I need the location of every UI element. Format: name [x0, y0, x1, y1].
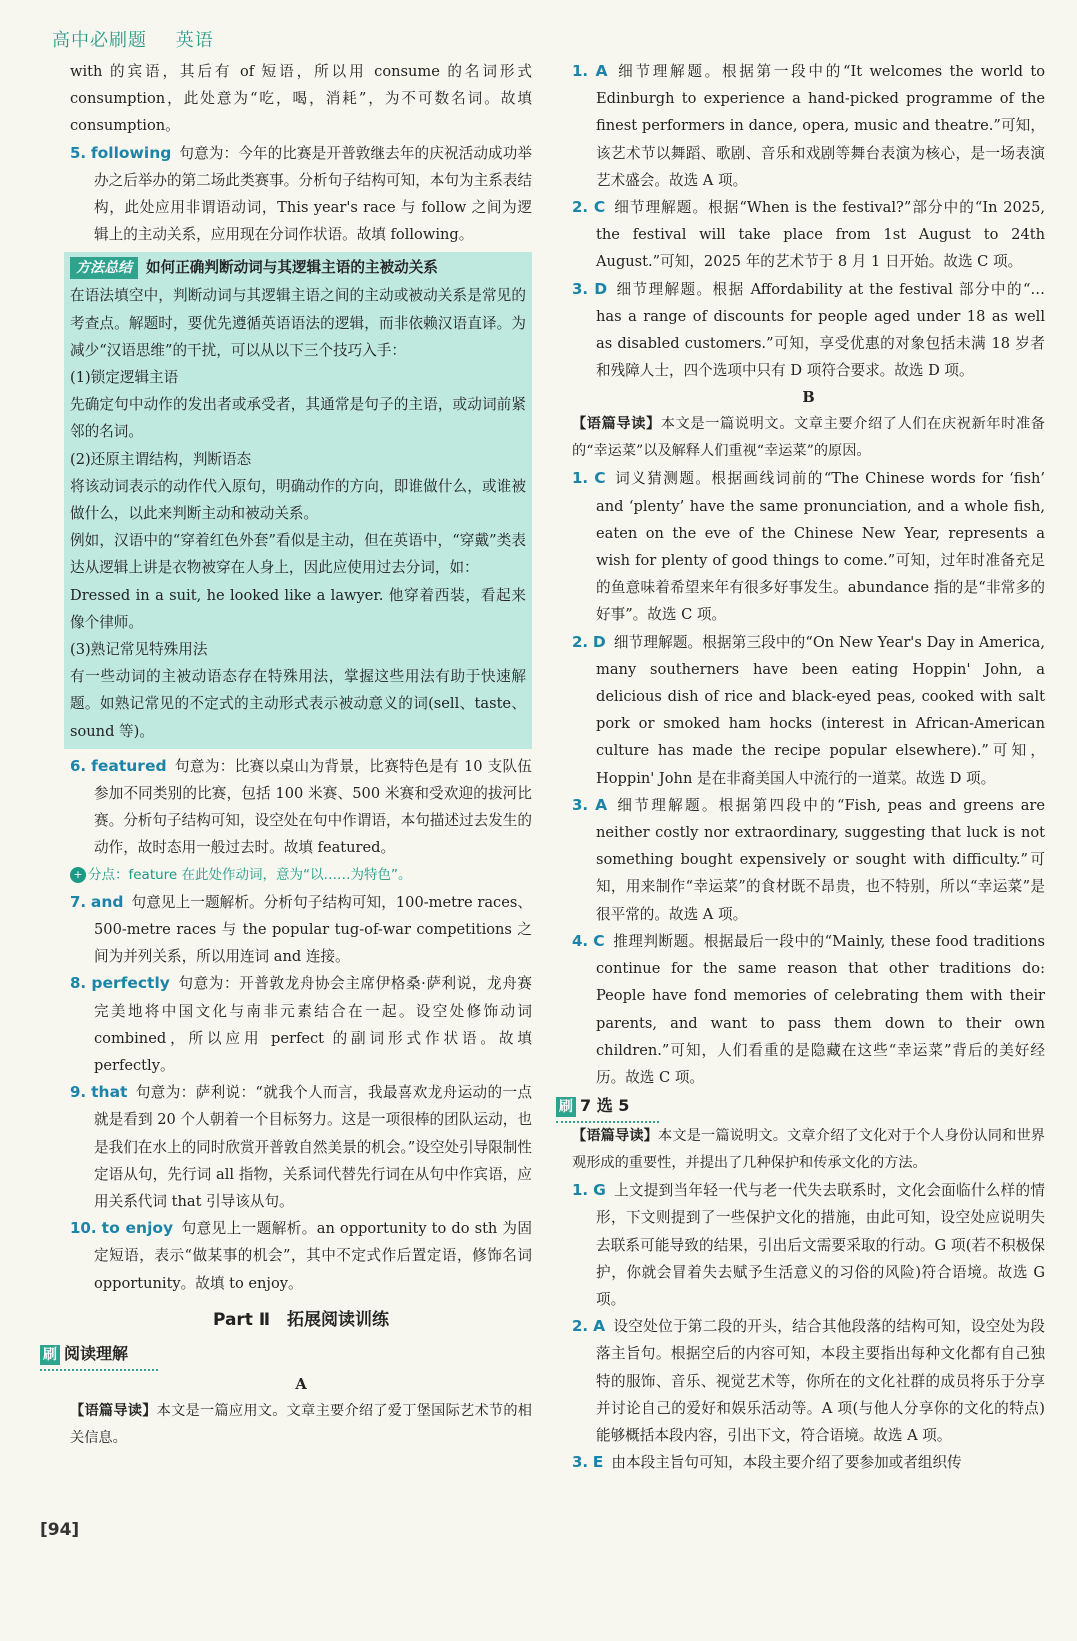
guide-7of5: 【语篇导读】本文是一篇说明文。文章介绍了文化对于个人身份认同和世界观形成的重要性，并提出了几种保护和传承文化的方法。	[572, 1128, 1045, 1172]
answer-b3: 3. A 细节理解题。根据第四段中的“Fish, peas and greens are neither costly nor extraordinary, suggesting that luck is not something bought expensively or sought with difficulty.”可知，用来制作“幸运菜”的食材既不昂贵，也不特别，所以“幸运菜”是很平常的。故选 A 项。	[572, 795, 1046, 923]
answer-key: C	[594, 469, 606, 488]
answer-key: following	[90, 143, 172, 162]
section-b-label: B	[802, 389, 815, 407]
brush-badge: 刷	[556, 1097, 576, 1117]
answer-key: A	[595, 62, 608, 80]
answer-item-8: 8. perfectly 句意为：开普敦龙舟协会主席伊格桑·萨利说，龙舟赛完美地将中国文化与南非元素结合在一起。设空处修饰动词 combined，所以应用 perfect 的副词形式作状语。故填 perfectly。	[70, 974, 532, 1074]
answer-key: D	[592, 632, 606, 651]
page-header	[52, 26, 236, 52]
answer-item-10: 10. to enjoy 句意见上一题解析。an opportunity to do sth 为固定短语，表示“做某事的机会”，其中不定式作后置定语，修饰名词 opportunity。故填 to enjoy。	[70, 1219, 533, 1292]
left-column	[43, 58, 533, 1452]
tip-note: + 分点：feature 在此处作动词，意为“以……为特色”。	[70, 862, 532, 889]
answer-key: that	[91, 1083, 128, 1102]
method-title: 如何正确判断动词与其逻辑主语的主被动关系	[146, 259, 438, 277]
subject-title: 英语	[175, 30, 214, 51]
answer-item-6: 6. featured 句意为：比赛以桌山为背景，比赛特色是有 10 支队伍参加不同类别的比赛，包括 100 米赛、500 米赛和受欢迎的拔河比赛。分析句子结构可知，设空处在句中作谓语，本句描述过去发生的动作，故时态用一般过去时。故填 featured。	[70, 756, 532, 857]
answer-b2: 2. D 细节理解题。根据第三段中的“On New Year's Day in America, many southerners have been eating Hoppin' John, a delicious dish of rice and black-eyed peas, cooked with salt pork or smoked ham hocks (interest in African-American culture has made the recipe popular elsewhere).”可知，Hoppin' John 是在非裔美国人中流行的一道菜。故选 D 项。	[572, 632, 1046, 787]
answer-c2: 2. A 设空处位于第二段的开头，结合其他段落的结构可知，设空处为段落主旨句。根据空后的内容可知，本段主要指出每种文化都有自己独特的服饰、音乐、视觉艺术等，你所在的文化社群的成员将乐于分享并讨论自己的爱好和娱乐活动等。A 项(与他人分享你的文化的特点)能够概括本段内容，引出下文，符合语境。故选 A 项。	[572, 1317, 1046, 1444]
answer-key: G	[593, 1181, 606, 1200]
answer-key: to enjoy	[101, 1219, 174, 1238]
answer-key: A	[595, 795, 608, 814]
section-7of5-header: 刷 7 选 5	[556, 1091, 659, 1123]
page-number: [94]	[40, 1520, 80, 1540]
answer-item-9: 9. that 句意为：萨利说：“就我个人而言，我最喜欢龙舟运动的一点就是看到 20 个人朝着一个目标努力。这是一项很棒的团队运动，也是我们在水上的同时欣赏开普敦自然美景的机会。”设空处引导限制性定语从句，先行词 all 指物，关系词代替先行词在从句中作宾语，应用关系代词 that 引导该从句。	[70, 1083, 532, 1210]
answer-key: C	[593, 931, 605, 950]
answer-item-7: 7. and 句意见上一题解析。分析句子结构可知，100-metre races、500-metre races 与 the popular tug-of-war competitions 之间为并列关系，所以用连词 and 连接。	[70, 892, 532, 966]
section-a-label: A	[295, 1375, 307, 1393]
plus-icon: +	[70, 867, 86, 883]
answer-key: A	[593, 1317, 606, 1336]
method-tag: 方法总结	[70, 257, 138, 279]
intro-paragraph: with 的宾语，其后有 of 短语，所以用 consume 的名词形式 consumption，此处意为“吃，喝，消耗”，为不可数名词。故填 consumption。	[70, 63, 532, 135]
answer-item-5: 5. following 句意为：今年的比赛是开普敦继去年的庆祝活动成功举办之后举办的第二场此类赛事。分析句子结构可知，本句为主系表结构，此处应用非谓语动词，This year's race 与 follow 之间为逻辑上的主动关系，应用现在分词作状语。故填 following。	[70, 143, 532, 244]
answer-a3: 3. D 细节理解题。根据 Affordability at the festival 部分中的“… has a range of discounts for people aged under 18 as well as disabled customers.”可知，享受优惠的对象包括未满 18 岁者和残障人士，四个选项中只有 D 项符合要求。故选 D 项。	[572, 279, 1046, 380]
answer-key: featured	[91, 756, 167, 775]
answer-c3: 3. E 由本段主旨句可知，本段主要介绍了要参加或者组织传	[572, 1453, 962, 1472]
brush-badge: 刷	[40, 1345, 60, 1365]
answer-c1: 1. G 上文提到当年轻一代与老一代失去联系时，文化会面临什么样的情形，下文则提到了一些保护文化的措施，由此可知，设空处应说明失去联系可能导致的结果，引出后文需要采取的行动。G 项(若不积极保护，你就会冒着失去赋予生活意义的习俗的风险)符合语境。故选 G 项。	[572, 1181, 1045, 1308]
answer-key: E	[592, 1453, 604, 1472]
answer-a1: 1. A 细节理解题。根据第一段中的“It welcomes the world to Edinburgh to experience a hand-picked programme of the finest performers in dance, opera, music and theatre.”可知，该艺术节以舞蹈、歌剧、音乐和戏剧等舞台表演为核心，是一场表演艺术盛会。故选 A 项。	[572, 62, 1045, 189]
guide-a: 【语篇导读】本文是一篇应用文。文章主要介绍了爱丁堡国际艺术节的相关信息。	[70, 1402, 532, 1446]
right-column	[559, 58, 1046, 1476]
answer-key: C	[593, 198, 606, 217]
answer-key: and	[90, 892, 124, 911]
part-title: Part Ⅱ 拓展阅读训练	[212, 1309, 390, 1330]
answer-b4: 4. C 推理判断题。根据最后一段中的“Mainly, these food traditions continue for the same reason that other traditions do: People have fond memories of celebrating them with their parents, and want to pass them down to their own children.”可知，人们看重的是隐藏在这些“幸运菜”背后的美好经历。故选 C 项。	[572, 931, 1045, 1086]
answer-a2: 2. C 细节理解题。根据“When is the festival?”部分中的“In 2025, the festival will take place from 1st August to 24th August.”可知，2025 年的艺术节于 8 月 1 日开始。故选 C 项。	[572, 198, 1045, 271]
book-title: 高中必刷题	[52, 30, 147, 51]
answer-key: perfectly	[91, 974, 170, 993]
answer-b1: 1. C 词义猜测题。根据画线词前的“The Chinese words for ‘fish’ and ‘plenty’ have the same pronunciation, and a whole fish, eaten on the eve of the Chinese New Year, represents a wish for plenty of good things to come.”可知，过年时准备充足的鱼意味着希望来年有很多好事发生。abundance 指的是“非常多的好事”。故选 C 项。	[572, 469, 1045, 624]
guide-b: 【语篇导读】本文是一篇说明文。文章主要介绍了人们在庆祝新年时准备的“幸运菜”以及解释人们重视“幸运菜”的原因。	[572, 416, 1045, 460]
answer-key: D	[594, 279, 608, 298]
method-summary-box: 方法总结 如何正确判断动词与其逻辑主语的主被动关系 在语法填空中，判断动词与其逻辑主语之间的主动或被动关系是常见的考查点。解题时，要优先遵循英语语法的逻辑，而非依赖汉语直译。为减少“汉语思维”的干扰，可以从以下三个技巧入手： (1)锁定逻辑主语 先确定句中动作的发出者或承受者，其通常是句子的主语，或动词前紧邻的名词。 (2)还原主谓结构，判断语态 将该动词表示的动作代入原句，明确动作的方向，即谁做什么，或谁被做什么，以此来判断主动和被动关系。 例如，汉语中的“穿着红色外套”看似是主动，但在英语中，“穿戴”类表达从逻辑上讲是衣物被穿在人身上，因此应使用过去分词，如： Dressed in a suit, he looked like a lawyer. 他穿着西装，看起来像个律师。 (3)熟记常见特殊用法 有一些动词的主被动语态存在特殊用法，掌握这些用法有助于快速解题。如熟记常见的不定式的主动形式表示被动意义的词(sell、taste、sound 等)。	[64, 252, 532, 748]
section-reading-header: 刷 阅读理解	[40, 1339, 158, 1371]
